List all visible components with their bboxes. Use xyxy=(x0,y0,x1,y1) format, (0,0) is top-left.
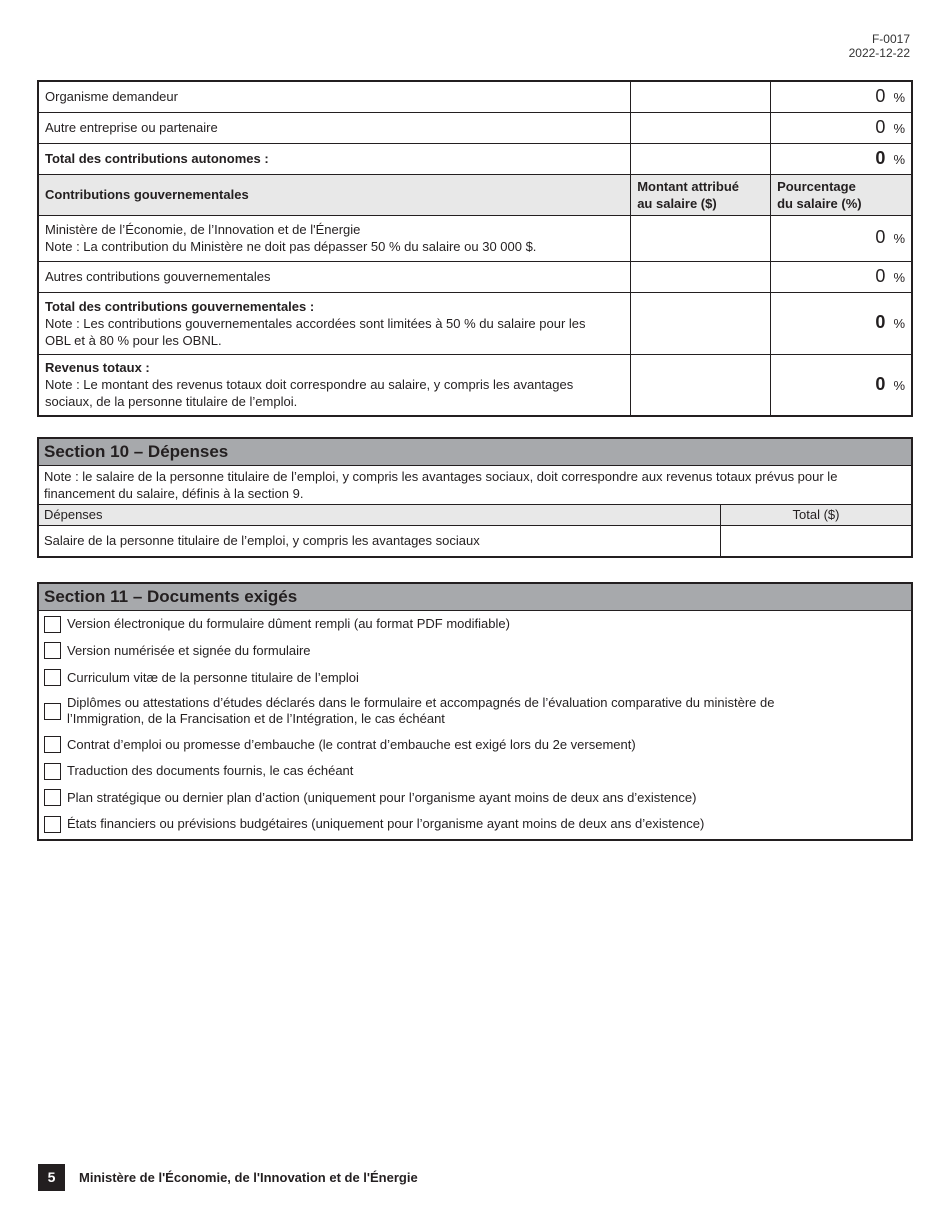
row-label: Ministère de l’Économie, de l’Innovation et de l'Énergie Note : La contribution du Ministère ne doit pas dépasser 50 % du salaire ou 30 000 $. xyxy=(38,215,631,261)
form-identifier xyxy=(849,32,910,60)
total-field[interactable] xyxy=(721,526,911,556)
percent-field[interactable]: 0 % xyxy=(771,261,912,292)
table-header-row xyxy=(38,174,912,215)
checkbox[interactable] xyxy=(44,703,61,720)
amount-field[interactable] xyxy=(631,261,771,292)
percent-field[interactable]: 0 % xyxy=(771,215,912,261)
section-title: Section 11 – Documents exigés xyxy=(39,584,911,611)
table-row xyxy=(38,215,912,261)
column-header: Total ($) xyxy=(792,507,840,522)
checkbox[interactable] xyxy=(44,763,61,780)
page-footer xyxy=(38,1164,418,1191)
checkbox[interactable] xyxy=(44,736,61,753)
column-header: Dépenses xyxy=(39,505,721,525)
column-header: Montant attribué au salaire ($) xyxy=(631,174,771,215)
document-checklist-item[interactable]: Plan stratégique ou dernier plan d’action (uniquement pour l’organisme ayant moins de deux ans d’existence) xyxy=(39,784,911,811)
checkbox[interactable] xyxy=(44,616,61,633)
table-row xyxy=(38,81,912,112)
percent-field[interactable]: 0 % xyxy=(771,81,912,112)
table-header-row xyxy=(39,505,911,526)
column-header: Pourcentage du salaire (%) xyxy=(771,174,912,215)
checkbox[interactable] xyxy=(44,816,61,833)
row-label: Autre entreprise ou partenaire xyxy=(38,112,631,143)
section-11-documents xyxy=(37,582,913,841)
checkbox[interactable] xyxy=(44,789,61,806)
amount-field[interactable] xyxy=(631,112,771,143)
row-label: Revenus totaux : Note : Le montant des revenus totaux doit correspondre au salaire, y compris les avantages sociaux, de la personne titulaire de l’emploi. xyxy=(38,354,631,416)
checkbox[interactable] xyxy=(44,642,61,659)
amount-field xyxy=(631,292,771,354)
document-checklist-item[interactable]: Curriculum vitæ de la personne titulaire de l’emploi xyxy=(39,664,911,691)
row-label: Total des contributions autonomes : xyxy=(38,143,631,174)
document-checklist-item[interactable]: Traduction des documents fournis, le cas échéant xyxy=(39,758,911,784)
contributions-table xyxy=(37,80,913,417)
amount-field[interactable] xyxy=(631,215,771,261)
amount-field[interactable] xyxy=(631,81,771,112)
percent-total: 0 % xyxy=(771,292,912,354)
document-checklist-item[interactable]: Version numérisée et signée du formulaire xyxy=(39,637,911,664)
row-label: Salaire de la personne titulaire de l’emploi, y compris les avantages sociaux xyxy=(39,526,721,556)
table-row-total xyxy=(38,354,912,416)
table-row-total xyxy=(38,292,912,354)
row-label: Total des contributions gouvernementales : Note : Les contributions gouvernementales accordées sont limitées à 50 % du salaire pour les OBL et à 80 % pour les OBNL. xyxy=(38,292,631,354)
table-row xyxy=(39,526,911,556)
row-label: Organisme demandeur xyxy=(38,81,631,112)
form-date: 2022-12-22 xyxy=(848,46,910,60)
percent-field[interactable]: 0 % xyxy=(771,112,912,143)
row-label: Autres contributions gouvernementales xyxy=(38,261,631,292)
document-checklist-item[interactable]: Diplômes ou attestations d’études déclarés dans le formulaire et accompagnés de l’évaluation comparative du ministère de l’Immigration, de la Francisation et de l’Intégration, le cas échéant xyxy=(39,691,911,731)
page-number: 5 xyxy=(38,1164,65,1191)
table-row-total xyxy=(38,143,912,174)
document-checklist-item[interactable]: Version électronique du formulaire dûment rempli (au format PDF modifiable) xyxy=(39,611,911,637)
percent-total: 0 % xyxy=(771,354,912,416)
section-10-expenses xyxy=(37,437,913,558)
amount-field xyxy=(631,354,771,416)
form-code: F-0017 xyxy=(871,32,910,46)
ministry-name: Ministère de l'Économie, de l'Innovation et de l'Énergie xyxy=(79,1170,418,1185)
table-row xyxy=(38,261,912,292)
amount-field xyxy=(631,143,771,174)
percent-total: 0 % xyxy=(771,143,912,174)
section-note: Note : le salaire de la personne titulaire de l’emploi, y compris les avantages sociaux, doit correspondre aux revenus totaux prévus pour le financement du salaire, définis à la section 9. xyxy=(39,466,911,505)
document-checklist-item[interactable]: États financiers ou prévisions budgétaires (uniquement pour l’organisme ayant moins de deux ans d’existence) xyxy=(39,811,911,837)
column-header: Contributions gouvernementales xyxy=(38,174,631,215)
table-row xyxy=(38,112,912,143)
section-title: Section 10 – Dépenses xyxy=(39,439,911,466)
document-checklist-item[interactable]: Contrat d’emploi ou promesse d’embauche (le contrat d’embauche est exigé lors du 2e versement) xyxy=(39,731,911,758)
checkbox[interactable] xyxy=(44,669,61,686)
